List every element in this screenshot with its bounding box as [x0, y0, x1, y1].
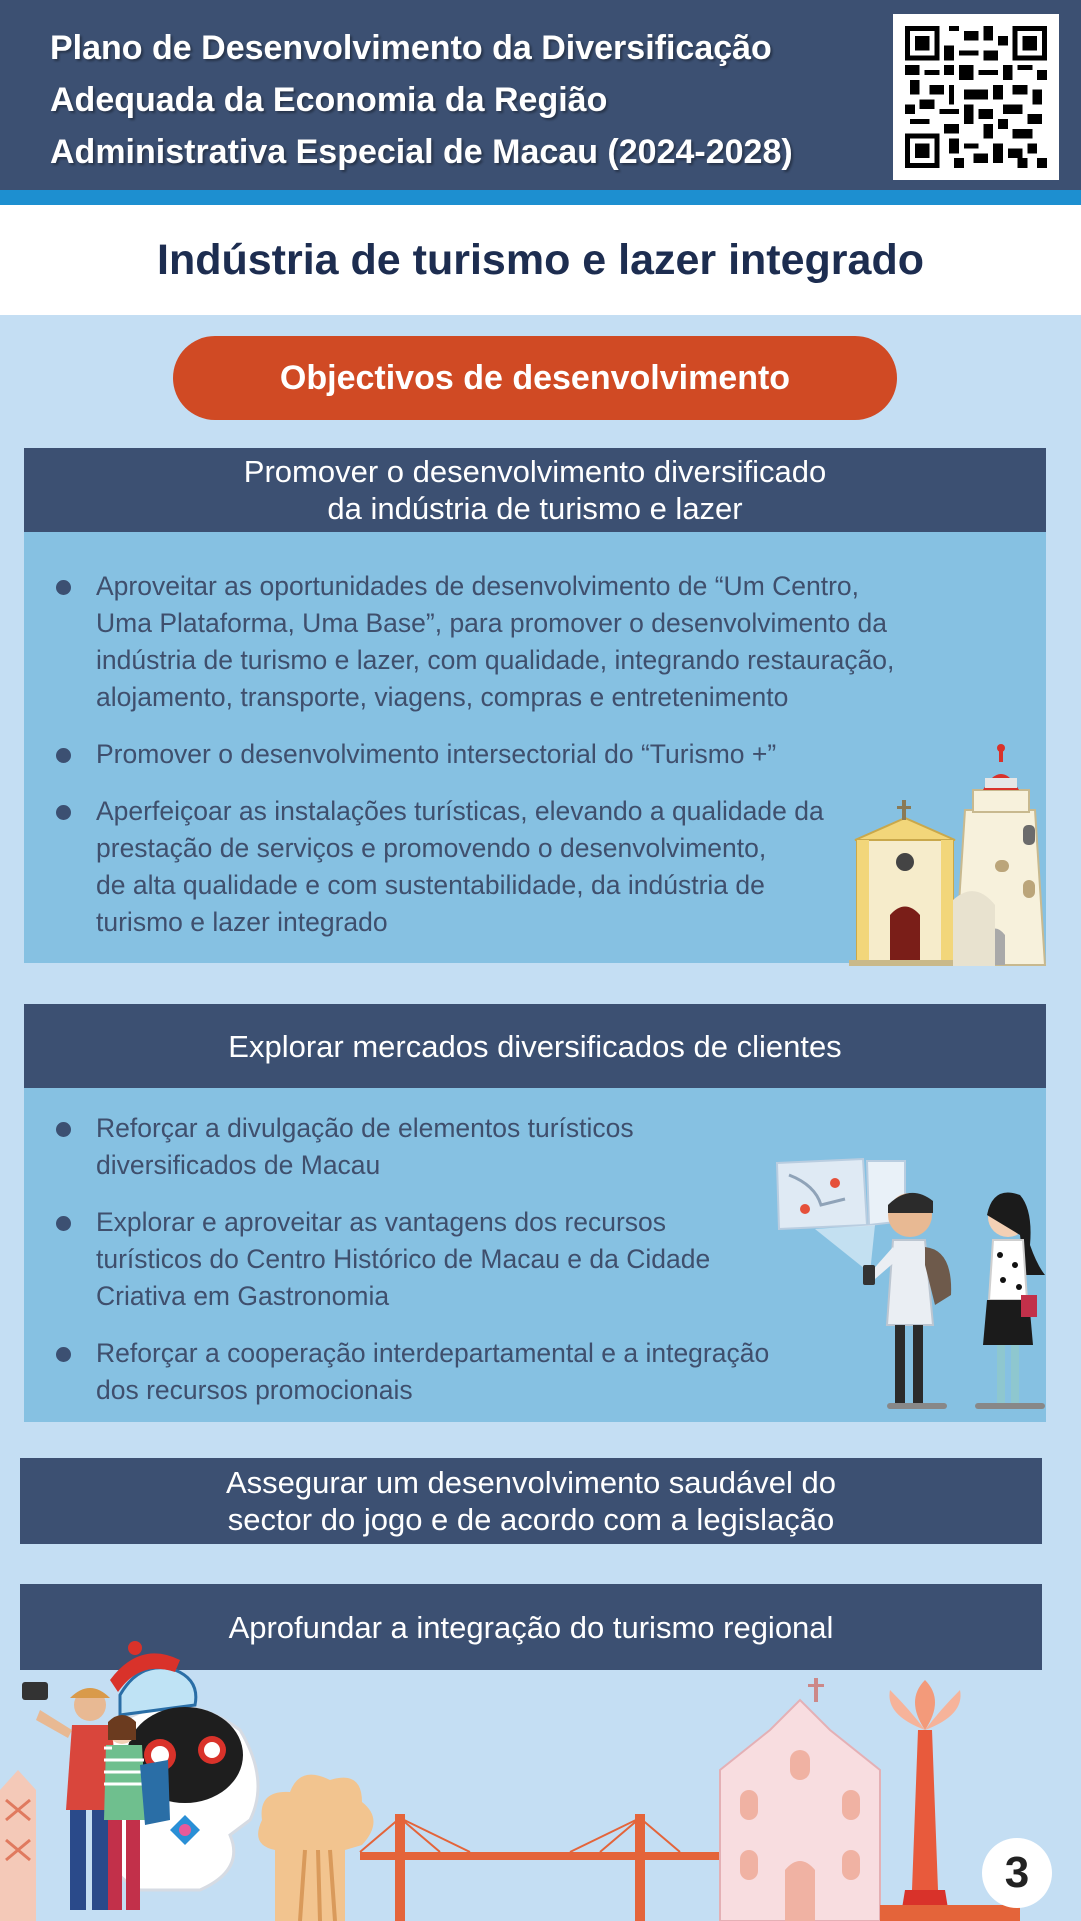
bullet-line: Aproveitar as oportunidades de desenvolvimento de “Um Centro, [96, 571, 860, 601]
document-title-line: Plano de Desenvolvimento da Diversificação [50, 29, 772, 67]
bullet-line: Uma Plataforma, Uma Base”, para promover o desenvolvimento da [96, 608, 887, 638]
bullet-line: indústria de turismo e lazer, com qualidade, integrando restauração, [96, 645, 895, 675]
bullet-line: Reforçar a divulgação de elementos turísticos [96, 1113, 634, 1143]
section-heading-line: da indústria de turismo e lazer [327, 491, 743, 526]
section-heading-line: Explorar mercados diversificados de clientes [228, 1028, 842, 1064]
objectives-pill: Objectivos de desenvolvimento [173, 336, 897, 420]
bullet-item [24, 568, 1046, 716]
lighthouse-church-illustration [845, 740, 1075, 970]
header-stripe [0, 190, 1081, 205]
section-heading-line: sector do jogo e de acordo com a legislação [227, 1502, 835, 1537]
tourists-map-illustration [775, 1155, 1055, 1420]
bullet-line: alojamento, transporte, viagens, compras e entretenimento [96, 682, 789, 712]
bullet-line: prestação de serviços e promovendo o desenvolvimento, [96, 833, 767, 863]
mascot-skyline-illustration [0, 1620, 1081, 1921]
bullet-line: dos recursos promocionais [96, 1375, 413, 1405]
bullet-line: Aperfeiçoar as instalações turísticas, elevando a qualidade da [96, 796, 824, 826]
bullet-line: Explorar e aproveitar as vantagens dos recursos [96, 1207, 667, 1237]
bullet-line: de alta qualidade e com sustentabilidade, da indústria de [96, 870, 765, 900]
bullet-line: Promover o desenvolvimento intersectorial do “Turismo +” [96, 739, 777, 769]
section-heading-line: Promover o desenvolvimento diversificado [243, 454, 827, 489]
document-title [50, 22, 880, 178]
bullet-line: Criativa em Gastronomia [96, 1281, 390, 1311]
bullet-line: diversificados de Macau [96, 1150, 381, 1180]
section-heading-line: Aprofundar a integração do turismo regional [228, 1609, 834, 1645]
section-heading-diversified-development [24, 448, 1046, 532]
document-title-line: Administrativa Especial de Macau (2024-2028) [50, 133, 793, 171]
title-band [0, 205, 1081, 315]
page-number-badge: 3 [982, 1838, 1052, 1908]
section-heading-diversified-markets [24, 1004, 1046, 1088]
page-title: Indústria de turismo e lazer integrado [157, 235, 924, 284]
bullet-line: turísticos do Centro Histórico de Macau e da Cidade [96, 1244, 711, 1274]
section-heading-line: Assegurar um desenvolvimento saudável do [225, 1465, 836, 1500]
document-title-line: Adequada da Economia da Região [50, 81, 608, 119]
bullet-line: turismo e lazer integrado [96, 907, 388, 937]
qr-code-icon[interactable] [893, 14, 1059, 180]
section-heading-gaming-sector [20, 1458, 1042, 1544]
bullet-line: Reforçar a cooperação interdepartamental e a integração [96, 1338, 770, 1368]
